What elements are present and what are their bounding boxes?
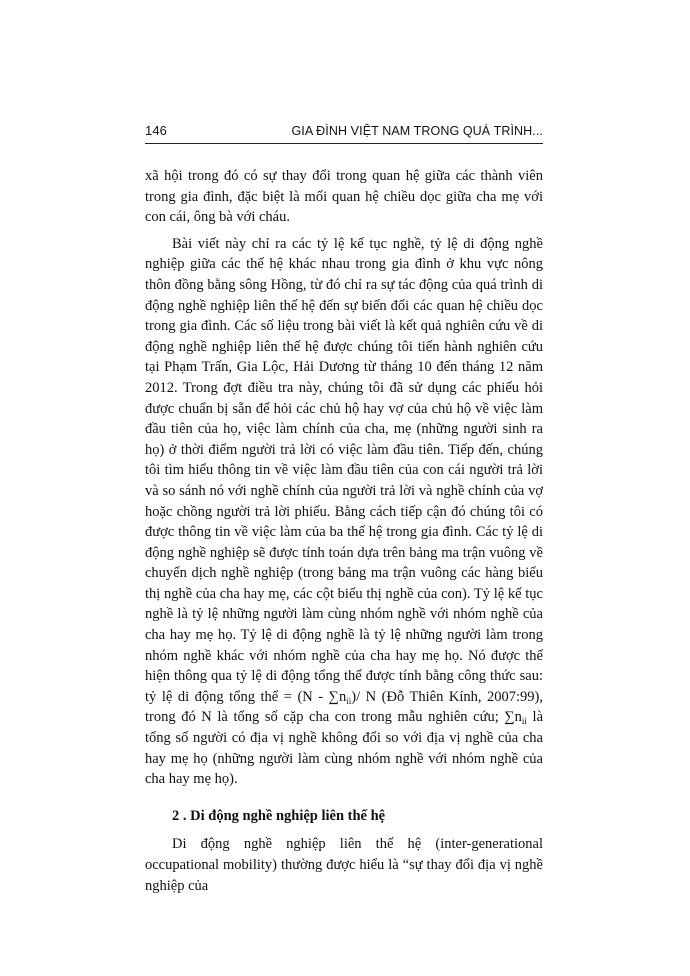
body-text (145, 166, 543, 896)
paragraph-3: Di động nghề nghiệp liên thế hệ (inter-generational occupational mobility) thường được hiểu là “sự thay đổi địa vị nghề nghiệp của (145, 836, 543, 894)
paragraph-2-part-1: Bài viết này chỉ ra các tỷ lệ kế tục nghề, tỷ lệ di động nghề nghiệp giữa các thế hệ khác nhau trong gia đình ở khu vực nông thôn đồng bằng sông Hồng, từ đó chỉ ra sự tác động của quá trình di động nghề nghiệp liên thế hệ đến sự biến đổi các quan hệ chiều dọc trong gia đình. Các số liệu trong bài viết là kết quả nghiên cứu về di động nghề nghiệp liên thế hệ được chúng tôi tiến hành nghiên cứu tại Phạm Trấn, Gia Lộc, Hải Dương từ tháng 10 đến tháng 12 năm 2012. Trong đợt điều tra này, chúng tôi đã sử dụng các phiếu hỏi được chuẩn bị sẵn để hỏi các chủ hộ hay vợ của chủ hộ về việc làm đầu tiên của họ, việc làm chính của cha, mẹ (những người sinh ra họ) ở thời điểm người trả lời có việc làm đầu tiên. Tiếp đến, chúng tôi tìm hiểu thông tin về việc làm đầu tiên của con cái người trả lời và so sánh nó với nghề chính của người trả lời và nghề chính của vợ hoặc chồng người trả lời phiếu. Bằng cách tiếp cận đó chúng tôi có được thông tin về việc làm của ba thế hệ trong gia đình. Các tỷ lệ di động nghề nghiệp sẽ được tính toán dựa trên bảng ma trận vuông về chuyển dịch nghề nghiệp (trong bảng ma trận vuông các hàng biểu thị nghề của cha hay mẹ, các cột biểu thị nghề của con). Tỷ lệ kế tục nghề là tỷ lệ những người làm cùng nhóm nghề với nhóm nghề của cha hay mẹ họ. Tỷ lệ di động nghề là tỷ lệ những người làm trong nhóm nghề khác với nhóm nghề của cha hay mẹ họ. Nó được thể hiện thông qua tỷ lệ di động tổng thể được tính bằng công thức sau: tỷ lệ di động tổng thể = (N - ∑n (145, 235, 543, 705)
page-header (145, 123, 543, 143)
paragraph-1: xã hội trong đó có sự thay đổi trong quan hệ giữa các thành viên trong gia đình, đặc biệt là mối quan hệ chiều dọc giữa cha mẹ với con cái, ông bà với cháu. (145, 168, 543, 226)
paragraph-2 (145, 234, 543, 790)
paragraph-2-part-3: là tổng số người có địa vị nghề không đổi so với địa vị nghề của cha hay mẹ họ (những người làm cùng nhóm nghề với nhóm nghề của cha hay mẹ họ). (145, 709, 544, 788)
subscript-ii: ii (346, 695, 352, 706)
header-rule (145, 143, 543, 144)
page-number: 146 (145, 123, 167, 138)
running-title: GIA ĐÌNH VIỆT NAM TRONG QUÁ TRÌNH... (291, 124, 543, 138)
subscript-ii: ii (521, 716, 527, 727)
paragraph-2-part-2: )/ N (Đỗ Thiên Kính, 2007:99), trong đó N là tổng số cặp cha con trong mẫu nghiên cứu; ∑n (145, 688, 543, 726)
section-heading: 2 . Di động nghề nghiệp liên thế hệ (172, 807, 386, 824)
